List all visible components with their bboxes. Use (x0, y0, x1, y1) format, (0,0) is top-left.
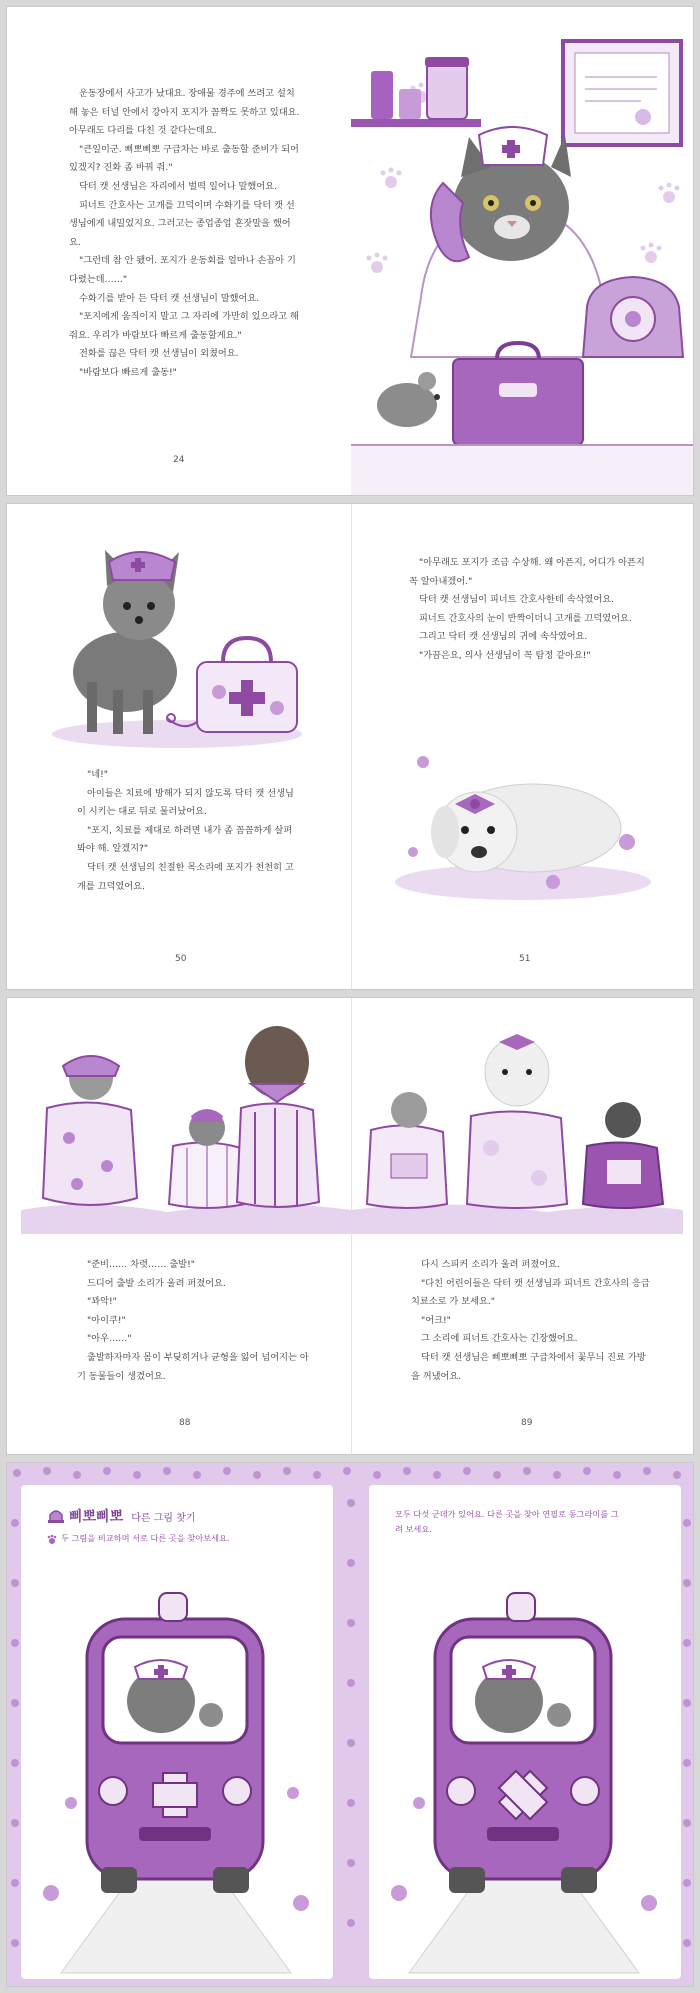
grass-strip (21, 1204, 683, 1234)
book-spread-2 (6, 503, 694, 990)
page-number-88: 88 (179, 1418, 191, 1428)
sack-collie-bandana (237, 1026, 319, 1208)
paragraph: 닥터 캣 선생님은 삐뽀삐뽀 구급차에서 꽃무늬 진료 가방을 꺼냈어요. (411, 1351, 646, 1382)
page-number-24: 24 (173, 455, 185, 465)
ambulance (87, 1593, 263, 1893)
page-fold (351, 504, 352, 989)
instruction-left: 두 그림을 비교하며 서로 다른 곳을 찾아보세요. (61, 1533, 230, 1543)
activity-title (69, 1506, 196, 1526)
sack-kitten (367, 1092, 447, 1208)
paragraph: 드디어 출발 소리가 울려 퍼졌어요. (87, 1277, 226, 1289)
paragraph: "포지에게 움직이지 말고 그 자리에 가만히 있으라고 해 줘요. 우리가 바람보다 빠르게 출동할게요." (69, 311, 299, 341)
sack-puppy-beanie (169, 1109, 245, 1208)
sack-kitten-star (583, 1102, 663, 1208)
ambulance (435, 1593, 611, 1893)
story-text-page-88 (77, 1256, 313, 1386)
paragraph: 닥터 캣 선생님이 피너트 간호사한테 속삭였어요. (419, 594, 615, 606)
paragraph: 다시 스피커 소리가 울려 퍼졌어요. (421, 1259, 560, 1270)
siren-icon (47, 1507, 65, 1523)
story-text-page-89 (411, 1256, 651, 1386)
paragraph: "바람보다 빠르게 출동!" (79, 366, 177, 378)
paragraph: 그 소리에 피너트 간호사는 긴장했어요. (421, 1333, 578, 1345)
paragraph: "가끔은요, 의사 선생님이 꼭 탐정 같아요!" (419, 649, 591, 661)
paragraph: "다친 어린이들은 닥터 캣 선생님과 피너트 간호사의 응급 치료소로 가 보세요." (411, 1277, 650, 1308)
paragraph: "네!" (87, 769, 109, 780)
rotary-phone (583, 277, 683, 357)
paragraph: 피너트 간호사의 눈이 반짝이더니 고개를 끄덕였어요. (419, 612, 632, 624)
story-text-page-50 (77, 766, 299, 896)
sack-labrador-bow (467, 1034, 567, 1208)
book-spread-1 (6, 6, 694, 496)
paragraph: "준비…… 차렷…… 출발!" (87, 1259, 195, 1270)
puppy (431, 784, 621, 872)
ambulance-illustration-left (31, 1563, 321, 1973)
framed-certificate (563, 41, 681, 145)
paragraph: 전화를 끊은 닥터 캣 선생님이 외쳤어요. (79, 348, 239, 360)
paragraph: "큰일이군. 삐뽀삐뽀 구급차는 바로 출동할 준비가 되어 있겠지? 진화 좀 바꿔 줘." (69, 143, 299, 174)
paragraph: "포지, 치료를 제대로 하려면 내가 좀 꼼꼼하게 살펴봐야 해. 알겠지?" (77, 824, 293, 855)
activity-title-sub: 다른 그림 찾기 (131, 1513, 196, 1524)
paragraph: 아이들은 치료에 방해가 되지 않도록 닥터 캣 선생님이 시키는 대로 뒤로 물러났어요. (77, 787, 294, 818)
sack-cat-hat (43, 1056, 137, 1205)
paragraph: 출발하자마자 몸이 부딪히거나 균형을 잃어 넘어지는 아기 동물들이 생겼어요. (77, 1351, 309, 1382)
illustration-fox-kit-and-bag (47, 522, 307, 752)
paragraph: "그런데 참 안 됐어. 포지가 운동회를 얼마나 손꼽아 기다렸는데……" (69, 255, 296, 285)
paragraph: "아이쿠!" (87, 1314, 126, 1326)
paragraph: 수화기를 받아 든 닥터 캣 선생님이 말했어요. (79, 292, 260, 304)
paragraph: 그리고 닥터 캣 선생님의 귀에 속삭였어요. (419, 631, 588, 643)
story-text-page-51 (409, 554, 645, 666)
paw-bullet-icon (47, 1535, 57, 1545)
book-spread-3 (6, 997, 694, 1455)
desk-surface (351, 445, 694, 496)
paragraph: "꽈악!" (87, 1296, 117, 1308)
paragraph: "어크!" (421, 1314, 451, 1326)
fox-kit (73, 550, 179, 734)
page-number-50: 50 (175, 954, 187, 964)
medical-bag (453, 343, 583, 445)
paragraph: 닥터 캣 선생님은 자리에서 벌떡 일어나 말했어요. (79, 180, 277, 192)
page-number-51: 51 (519, 954, 531, 964)
instruction-right: 모두 다섯 군데가 있어요. 다른 곳을 찾아 연필로 동그라미를 그려 보세요. (395, 1509, 619, 1534)
paragraph: 닥터 캣 선생님의 친절한 목소리에 포지가 천천히 고개를 끄덕였어요. (77, 861, 294, 892)
illustration-puppy-lying (393, 732, 653, 902)
activity-title-main: 삐뽀삐뽀 (69, 1509, 124, 1525)
book-spread-4-spot-the-difference (6, 1462, 694, 1987)
illustration-cat-nurse-phone (351, 7, 694, 496)
paragraph: 피너트 간호사는 고개를 끄덕이며 수화기를 닥터 캣 선생님에게 내밀었지요. 그러고는 종업종업 혼잣말을 했어요. (69, 199, 295, 248)
flowered-medical-bag (197, 638, 297, 732)
ambulance-illustration-right (379, 1563, 669, 1973)
story-text-page-24 (69, 85, 301, 383)
page-number-89: 89 (521, 1418, 533, 1428)
paragraph: 운동장에서 사고가 났대요. 장애물 경주에 쓰려고 설치해 놓은 터널 안에서 강아지 포지가 꼼짝도 못하고 있대요. 아무래도 다리를 다친 것 같다는데요. (69, 88, 300, 137)
paragraph: "아무래도 포지가 조금 수상해. 왜 아픈지, 어디가 아픈지 꼭 알아내겠어." (409, 557, 645, 587)
illustration-sack-race (7, 998, 694, 1238)
paragraph: "아우……" (87, 1333, 132, 1345)
